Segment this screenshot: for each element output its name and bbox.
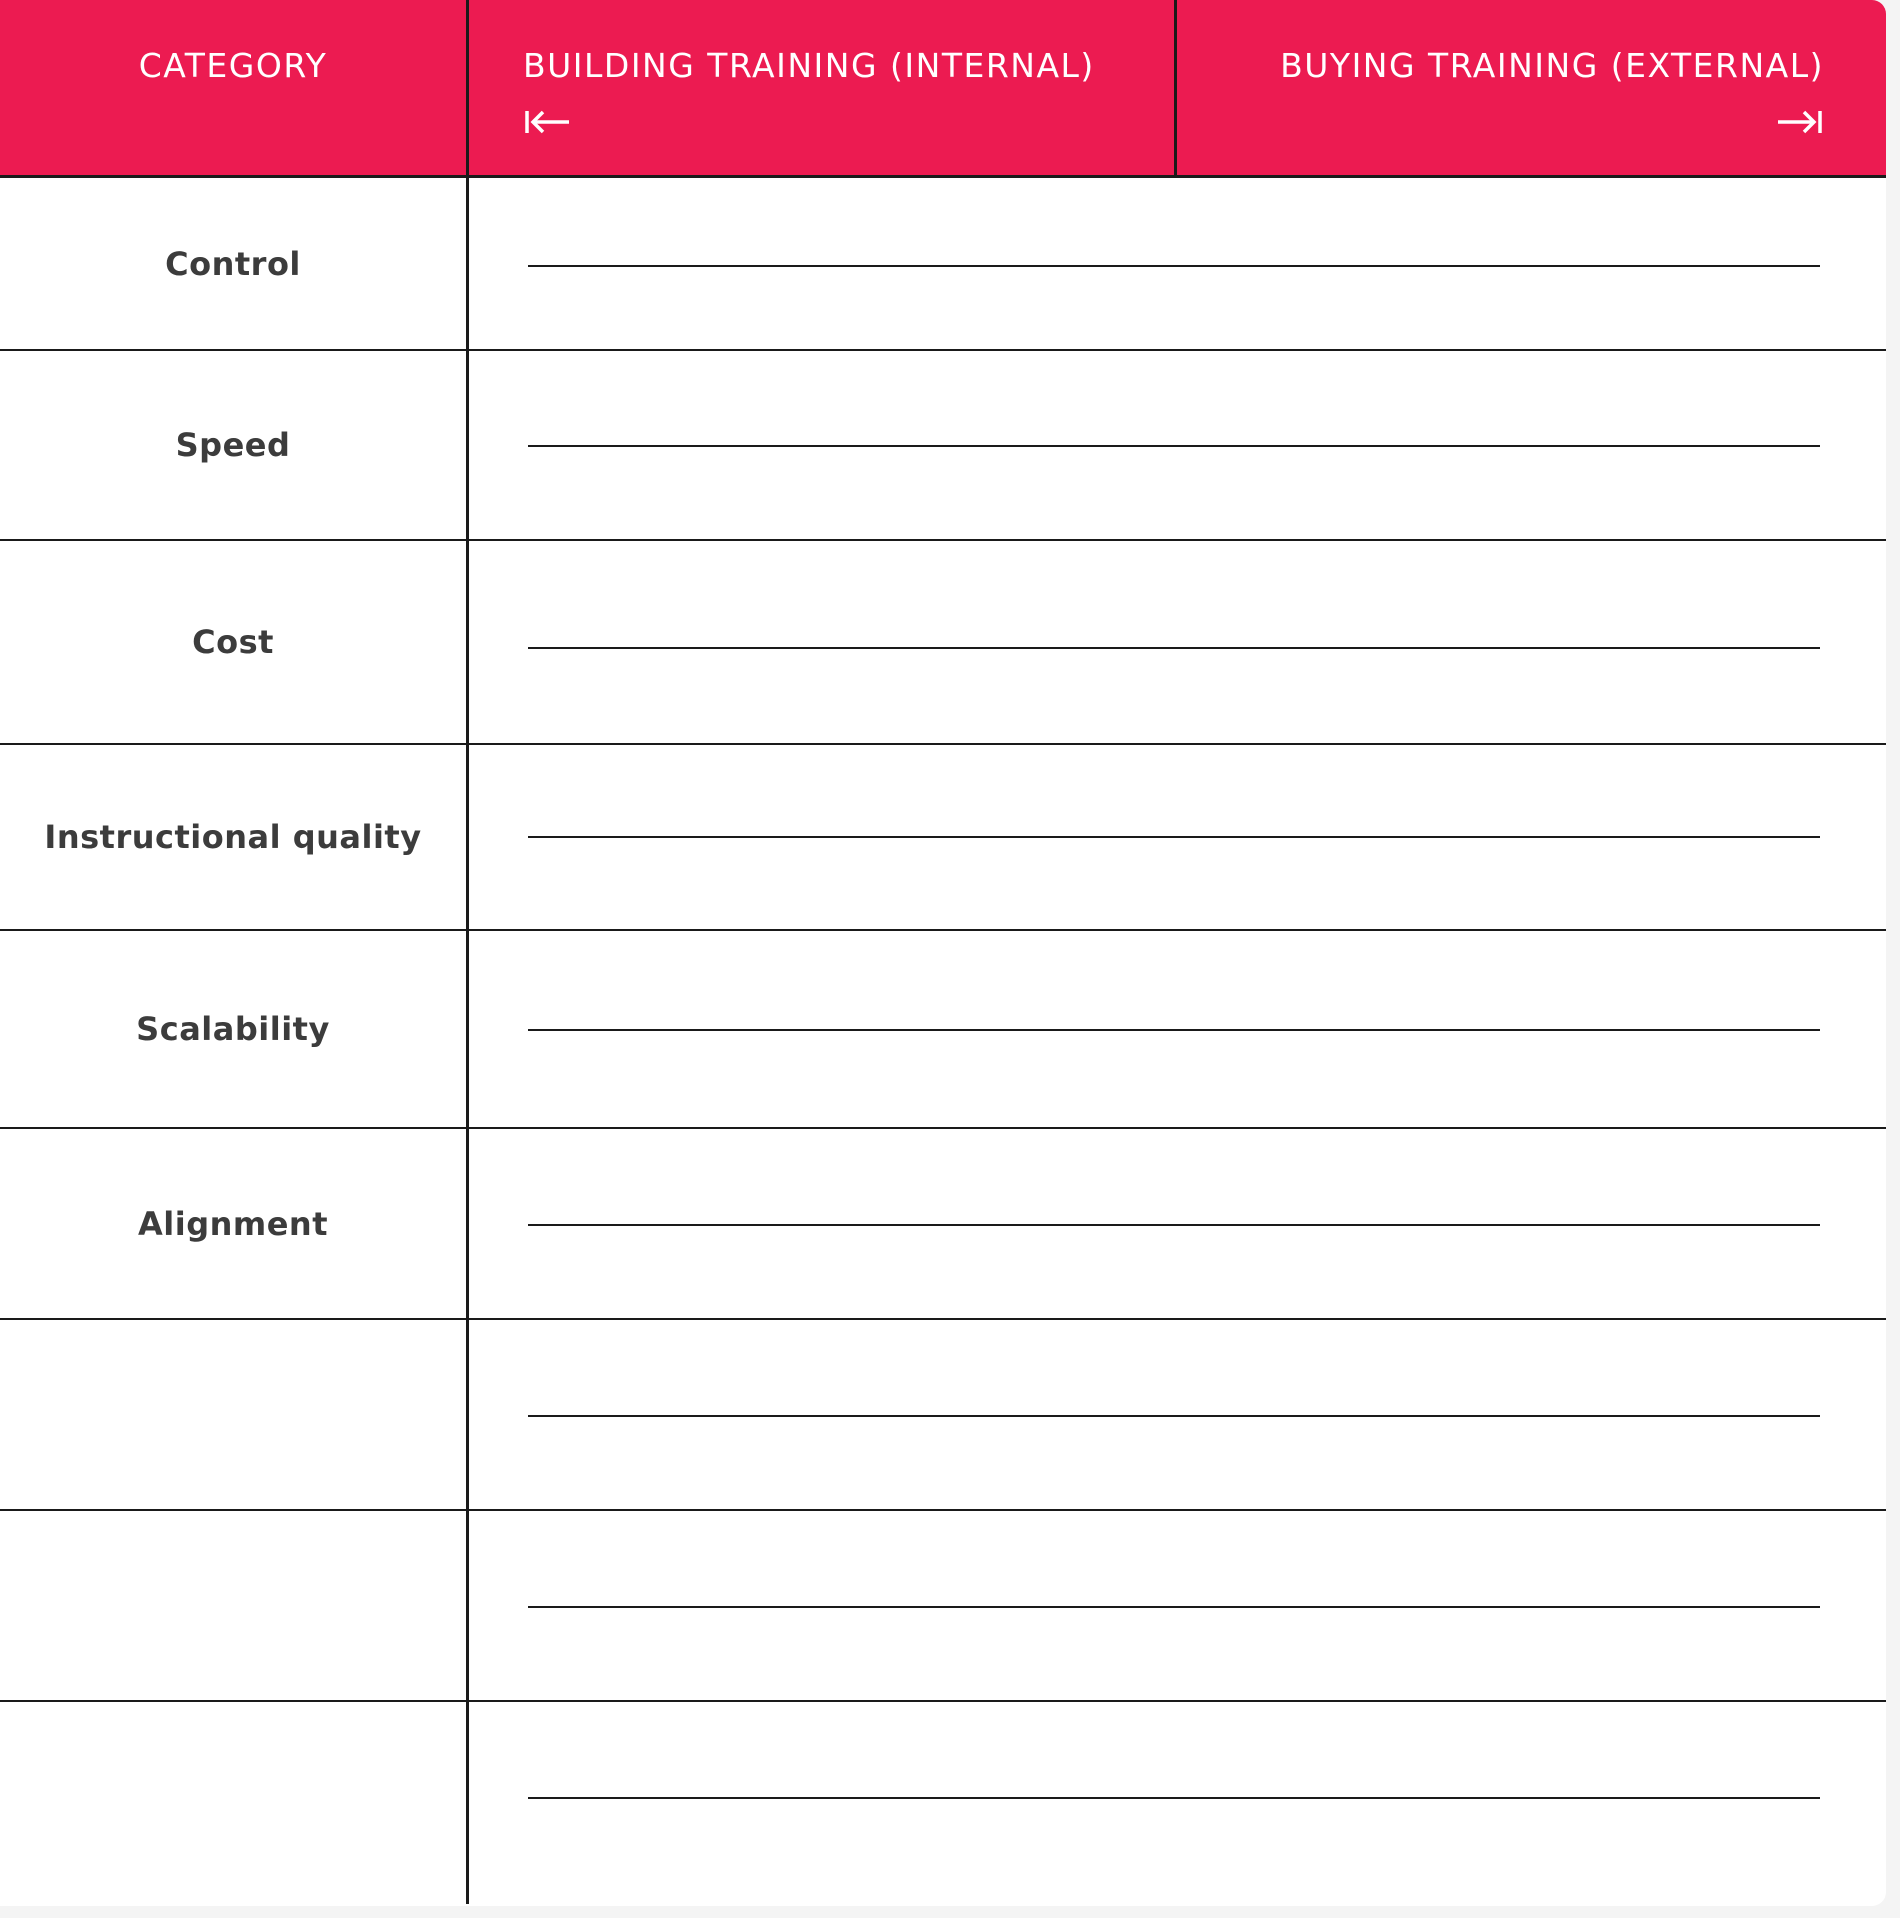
row-category-label: Instructional quality: [44, 818, 422, 856]
scale-line[interactable]: [528, 1797, 1820, 1799]
row-category-label[interactable]: [0, 1702, 466, 1906]
table-row: [0, 541, 1886, 745]
scale-line[interactable]: [528, 1029, 1820, 1031]
scale-line[interactable]: [528, 1415, 1820, 1417]
header-building-training: [469, 0, 1174, 175]
row-category-label: Control: [165, 244, 301, 283]
row-category-label: Scalability: [136, 1010, 330, 1048]
scale-line[interactable]: [528, 647, 1820, 649]
row-category-label: Speed: [175, 426, 291, 464]
table-row: [0, 178, 1886, 351]
scale-line[interactable]: [528, 265, 1820, 267]
scale-line[interactable]: [528, 445, 1820, 447]
arrow-left-to-bar-icon: [523, 108, 571, 136]
arrow-right-to-bar-icon: [1776, 108, 1824, 136]
table-row: [0, 1702, 1886, 1906]
row-category-label[interactable]: [0, 1320, 466, 1509]
table-row: [0, 745, 1886, 931]
scale-line[interactable]: [528, 836, 1820, 838]
row-category-label: Alignment: [137, 1204, 328, 1243]
table-row: [0, 1320, 1886, 1511]
scale-line[interactable]: [528, 1606, 1820, 1608]
table-row: [0, 1129, 1886, 1320]
header-category: [0, 0, 466, 175]
header-buying-training: [1177, 0, 1886, 175]
scale-line[interactable]: [528, 1224, 1820, 1226]
table-row: [0, 351, 1886, 541]
table-row: [0, 1511, 1886, 1702]
row-category-label[interactable]: [0, 1511, 466, 1700]
row-category-label: Cost: [192, 623, 274, 661]
header-category-label: CATEGORY: [138, 46, 328, 85]
header-buying-training-label: BUYING TRAINING (EXTERNAL): [1280, 46, 1824, 85]
header-building-training-label: BUILDING TRAINING (INTERNAL): [523, 46, 1095, 85]
table-header: [0, 0, 1886, 178]
table-row: [0, 931, 1886, 1129]
